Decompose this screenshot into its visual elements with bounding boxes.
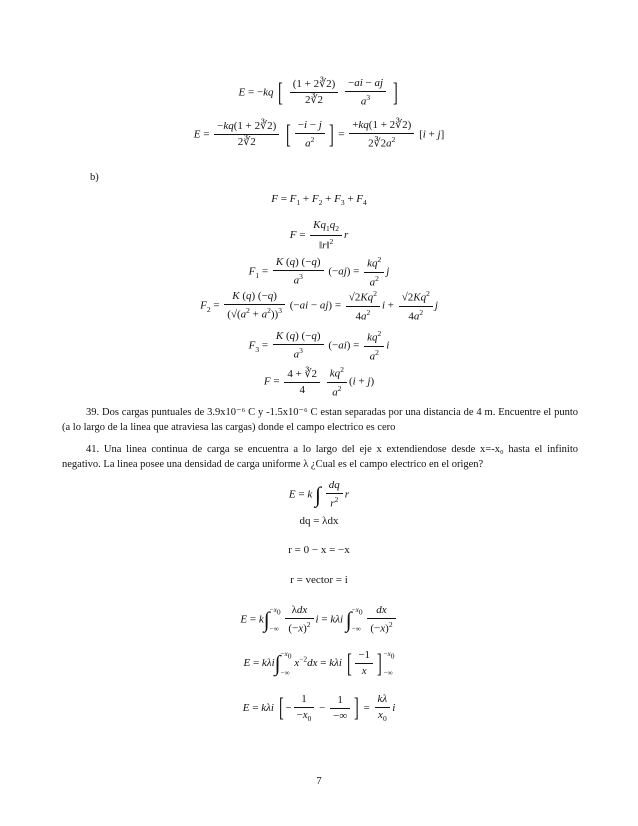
equation-e2: E = $\frac{-kq(1 + 2∛2)}{2∛2}$ [ $\frac{-i - j}{a^2}$ ] = $\frac{+kq(1 + 2∛2)}{2∛2a^2}$ [i + j] — [193, 119, 445, 150]
equation-rvec: r = vector = i — [290, 574, 348, 586]
equation-f-total: F = $\frac{4 + ∛2}{4}$ $\frac{kq^2}{a^2}$ (i + j) — [263, 365, 375, 399]
equation-e1: E = −kq [ $\frac{(1 + 2∛2)}{2∛2}$ $\frac{-ai - aj}{a^3}$ ] — [238, 77, 398, 108]
equation-e-int: E = k ∫ $\frac{dq}{r^2}$ r — [288, 479, 350, 510]
equation-e-int3: E = kλi∫−x0 −∞ $x^{-2}dx = k\lambda i$ [ $\frac{-1}{x}$ ] −x0 −∞ — [243, 648, 395, 678]
equation-f2: $F_2$ = $\frac{K (q) (-q)}{(√(a^2 + a^2))^3}$ (−ai − aj) = $\frac{√2Kq^2}{4a^2}$ i + $\frac{√2Kq^2}{4a^2}$ j — [200, 289, 438, 323]
equation-e-final: E = kλi [ − $\frac{1}{-x_0}$ − $\frac{1}{-\infty}$ ] = $\frac{k\lambda}{x_0}$ i — [242, 693, 396, 724]
equation-f-sum: $F = F_1 + F_2 + F_3 + F_4$ — [271, 193, 367, 208]
equation-f3: $F_3$ = $\frac{K (q) (-q)}{a^3}$ (−ai) = $\frac{kq^2}{a^2}$ i — [248, 329, 390, 363]
page-number: 7 — [316, 776, 322, 787]
section-label-b: b) — [90, 172, 99, 183]
problem-39: 39. Dos cargas puntuales de 3.9x10⁻⁶ C y -1.5x10⁻⁶ C estan separadas por una distancia de 4 m. Encuentre el punto (a lo largo de la linea que atraviesa las cargas) donde el campo electrico es cero — [62, 407, 578, 433]
equation-r: r = 0 − x = −x — [288, 544, 350, 556]
equation-f-def: F = $\frac{Kq_1q_2}{‖r‖^2}$ r — [289, 219, 349, 252]
equation-e-int2: E = k∫−x0 −∞ $\frac{\text{λdx}}{(-x)^2}$ i = kλi ∫−x0 −∞ $\frac{dx}{(-x)^2}$ — [0, 605, 638, 635]
equation-f1: $F_1$ = $\frac{K (q) (-q)}{a^3}$ (−aj) = $\frac{kq^2}{a^2}$ j — [248, 255, 390, 289]
problem-41: 41. Una linea continua de carga se encuentra a lo largo del eje x extendiendose desde x=-x₀ hasta el infinito negativo. La linea posee una densidad de carga uniforme λ ¿Cual es el campo electrico en el origen? — [62, 444, 578, 470]
equation-dq: dq = λdx — [299, 515, 339, 527]
